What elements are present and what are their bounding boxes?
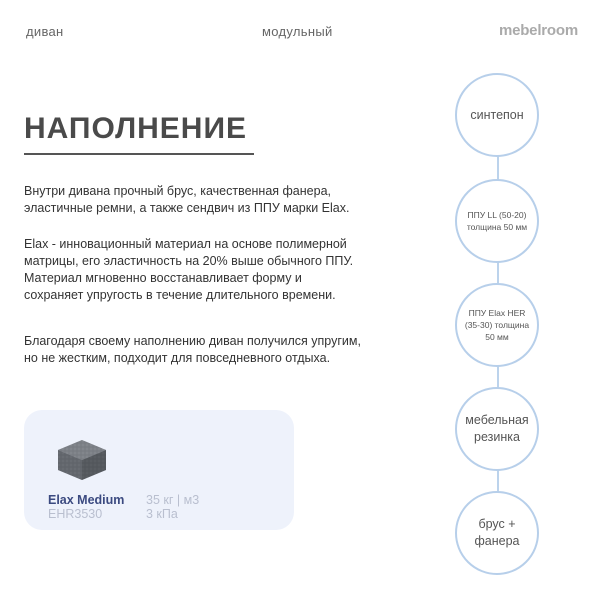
product-code: EHR3530 [48, 507, 103, 521]
layer-label: ППУ Elax HER (35-30) толщина 50 мм [464, 308, 530, 342]
product-card [24, 410, 294, 530]
header-middle-label: модульный [262, 24, 333, 39]
brand-logo: mebelroom [498, 22, 578, 39]
layer-label: синтепон [470, 107, 524, 122]
description-paragraph-2: Elax - инновационный материал на основе полимерной матрицы, его эластичность на 20% выше обычного ППУ. Материал мгновенно восстанавливает форму и сохраняет упругость в течение длительного времени. [24, 237, 354, 302]
layer-circle-rubber-belts [455, 387, 539, 471]
layer-circle-ppu-ll [455, 179, 539, 263]
product-density: 35 кг | м3 [146, 493, 200, 507]
product-name: Elax Medium [48, 493, 125, 507]
title-underline [24, 153, 254, 155]
layer-circle-beam-plywood [455, 491, 539, 575]
description-paragraph-1: Внутри дивана прочный брус, качественная фанера, эластичные ремни, а также сендвич из ППУ марки Elax. [24, 184, 350, 215]
foam-block-icon [54, 436, 110, 484]
page-title: НАПОЛНЕНИЕ [24, 112, 248, 145]
layer-label: брус + фанера [474, 517, 520, 548]
product-pressure: 3 кПа [146, 507, 178, 521]
layer-circle-ppu-elax [455, 283, 539, 367]
header-left-label: диван [26, 24, 64, 39]
layer-label: мебельная резинка [465, 413, 529, 444]
layer-circle-sintepon [455, 73, 539, 157]
layer-label: ППУ LL (50-20) толщина 50 мм [466, 210, 528, 232]
description-paragraph-3: Благодаря своему наполнению диван получился упругим, но не жестким, подходит для повседневного отдыха. [24, 334, 361, 365]
